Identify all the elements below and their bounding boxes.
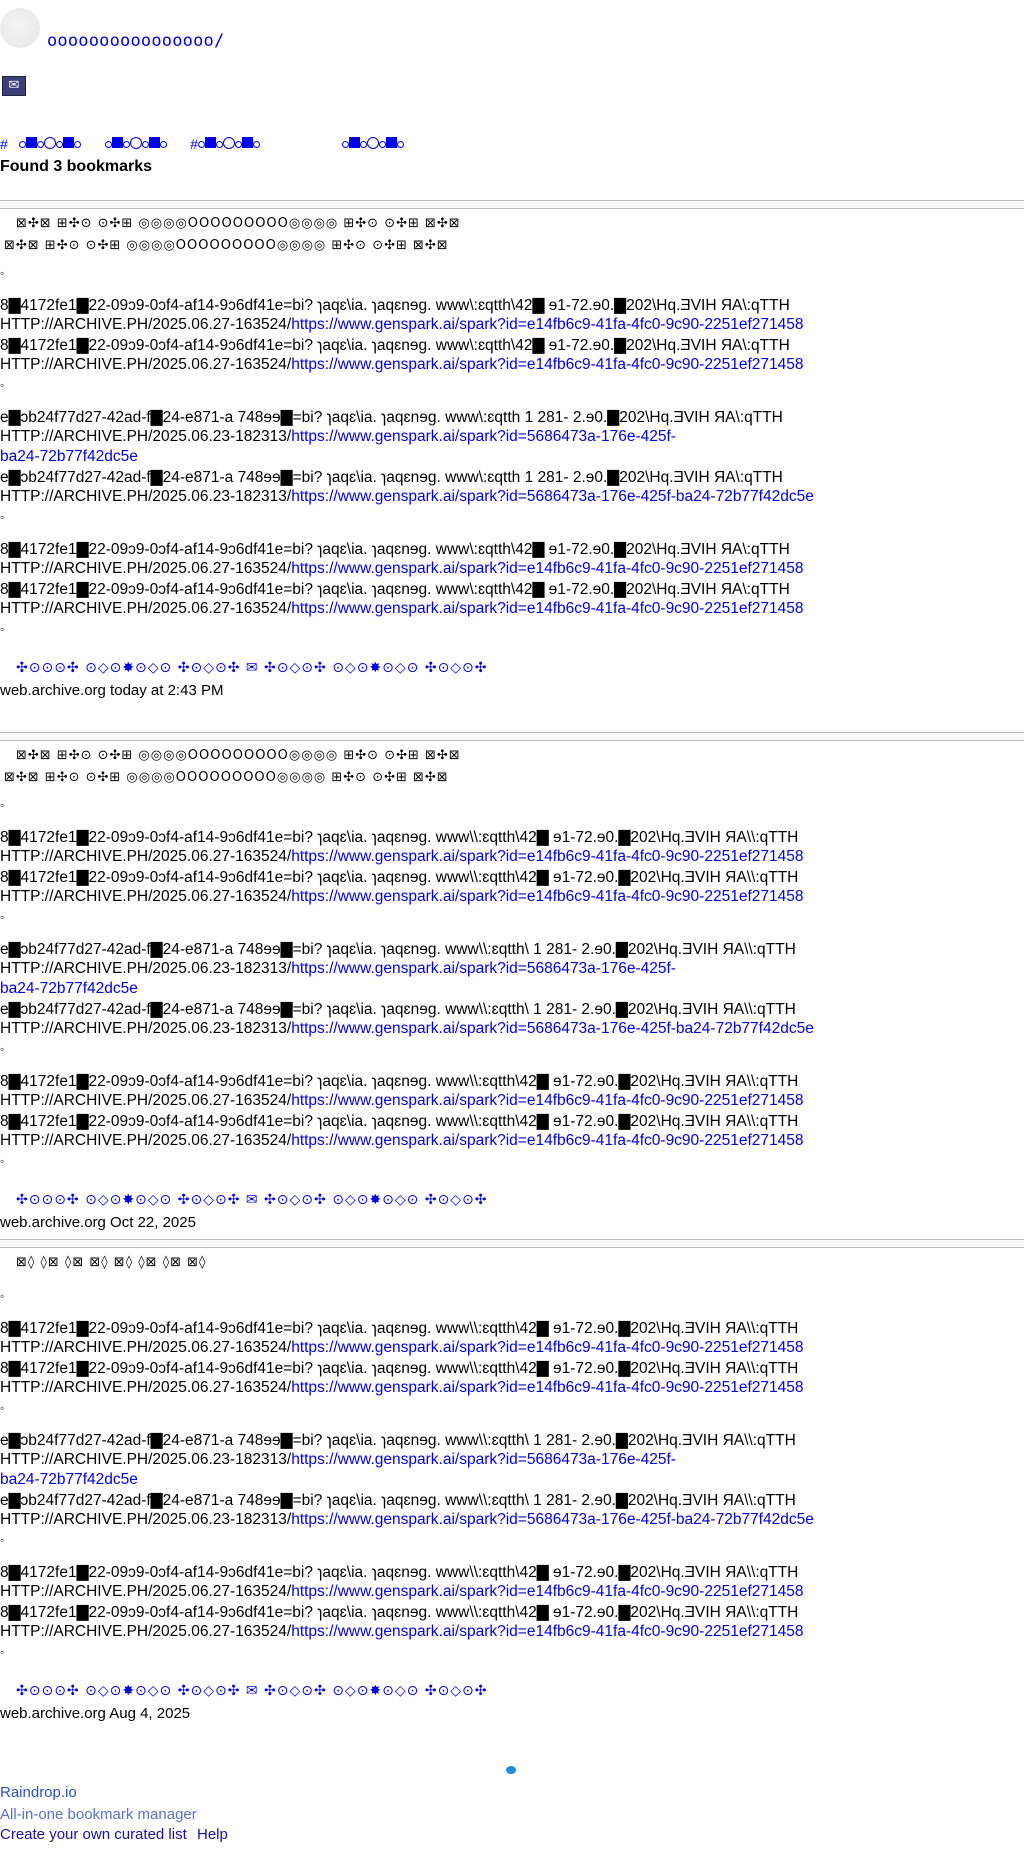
bookmark-separator [0,732,1024,741]
archive-url-line [0,1451,676,1469]
mirrored-url-text: 8▇4172fe1▇22-09ɔ9-0ɔf4-af14-9ɔ6df41e=bi? ɿaqɛ\ia. ɿaqɛnɘg. www\\:ɛqtth\42▇ ɘ1-72.ɘ0.▇202\Hq.ƎVIH ЯA\\:qTTH [0,1113,799,1130]
bookmark-url-link-wrap[interactable]: ba24-72b77f42dc5e [0,448,138,465]
loading-indicator-icon [506,1766,516,1774]
bookmark-title-glyphs-2[interactable]: ⊠✣⊠ ⊞✣⊙ ⊙✣⊞ ◎◎◎◎OOOOOOOOO◎◎◎◎ ⊞✣⊙ ⊙✣⊞ ⊠✣⊠ [4,770,449,785]
bookmark-url-link[interactable]: https://www.genspark.ai/spark?id=e14fb6c9-41fa-4fc0-9c90-2251ef271458 [291,1623,804,1640]
footer-brand-link[interactable]: Raindrop.io [0,1784,77,1801]
archive-prefix: HTTP://ARCHIVE.PH/2025.06.23-182313/ [0,1451,292,1468]
archive-prefix: HTTP://ARCHIVE.PH/2025.06.27-163524/ [0,1379,292,1396]
mirrored-url-text: 8▇4172fe1▇22-09ɔ9-0ɔf4-af14-9ɔ6df41e=bi? ɿaqɛ\ia. ɿaqɛnɘg. www\\:ɛqtth\42▇ ɘ1-72.ɘ0.▇202\Hq.ƎVIH ЯA\\:qTTH [0,869,799,886]
list-bullet: ◦ [0,1645,5,1659]
archive-prefix: HTTP://ARCHIVE.PH/2025.06.27-163524/ [0,1583,292,1600]
archive-prefix: HTTP://ARCHIVE.PH/2025.06.23-182313/ [0,960,292,977]
archive-prefix: HTTP://ARCHIVE.PH/2025.06.27-163524/ [0,1092,292,1109]
archive-url-line [0,1583,803,1601]
bookmark-url-link[interactable]: https://www.genspark.ai/spark?id=e14fb6c9-41fa-4fc0-9c90-2251ef271458 [291,560,804,577]
mirrored-url-text: 8▇4172fe1▇22-09ɔ9-0ɔf4-af14-9ɔ6df41e=bi? ɿaqɛ\ia. ɿaqɛnɘg. www\\:ɛqtth\42▇ ɘ1-72.ɘ0.▇202\Hq.ƎVIH ЯA\\:qTTH [0,1320,799,1337]
mirrored-url-text: 8▇4172fe1▇22-09ɔ9-0ɔf4-af14-9ɔ6df41e=bi? ɿaqɛ\ia. ɿaqɛnɘg. www\\:ɛqtth\42▇ ɘ1-72.ɘ0.▇202\Hq.ƎVIH ЯA\\:qTTH [0,1564,799,1581]
bookmark-actions-row[interactable]: ✣⊙⊙⊙✣ ⊙◇⊙✸⊙◇⊙ ✣⊙◇⊙✣ ✉ ✣⊙◇⊙✣ ⊙◇⊙✸⊙◇⊙ ✣⊙◇⊙✣ [16,1683,488,1699]
mirrored-url-text: e▇ɔb24f77d27-42ad-f▇24-e871-a 748ɘɘ▇=bi? ɿaqɛ\ia. ɿaqɛnɘg. www\\:ɛqtth\ 1 281- 2.ɘ0.▇202\Hq.ƎVIH ЯA\\:qTTH [0,941,796,958]
archive-url-line [0,560,803,578]
bookmark-url-link[interactable]: https://www.genspark.ai/spark?id=5686473a-176e-425f-ba24-72b77f42dc5e [291,1511,814,1528]
bookmark-actions-row[interactable]: ✣⊙⊙⊙✣ ⊙◇⊙✸⊙◇⊙ ✣⊙◇⊙✣ ✉ ✣⊙◇⊙✣ ⊙◇⊙✸⊙◇⊙ ✣⊙◇⊙✣ [16,660,488,676]
mirrored-url-text: 8▇4172fe1▇22-09ɔ9-0ɔf4-af14-9ɔ6df41e=bi? ɿaqɛ\ia. ɿaqɛnɘg. www\\:ɛqtth\42▇ ɘ1-72.ɘ0.▇202\Hq.ƎVIH ЯA\\:qTTH [0,1360,799,1377]
archive-url-line [0,488,814,506]
archive-url-line [0,1092,803,1110]
list-bullet: ◦ [0,1289,5,1303]
bookmark-url-link[interactable]: https://www.genspark.ai/spark?id=e14fb6c9-41fa-4fc0-9c90-2251ef271458 [291,848,804,865]
archive-prefix: HTTP://ARCHIVE.PH/2025.06.27-163524/ [0,888,292,905]
archive-url-line [0,848,803,866]
bookmark-meta: web.archive.org today at 2:43 PM [0,682,224,699]
bookmark-title-glyphs[interactable]: ⊠✣⊠ ⊞✣⊙ ⊙✣⊞ ◎◎◎◎OOOOOOOOO◎◎◎◎ ⊞✣⊙ ⊙✣⊞ ⊠✣⊠ [16,216,461,231]
archive-url-line [0,960,676,978]
bookmark-url-link[interactable]: https://www.genspark.ai/spark?id=e14fb6c9-41fa-4fc0-9c90-2251ef271458 [291,888,804,905]
mirrored-url-text: 8▇4172fe1▇22-09ɔ9-0ɔf4-af14-9ɔ6df41e=bi? ɿaqɛ\ia. ɿaqɛnɘg. www\:ɛqtth\42▇ ɘ1-72.ɘ0.▇202\Hq.ƎVIH ЯA\:qTTH [0,541,790,558]
archive-url-line [0,1020,814,1038]
bookmark-url-link-wrap[interactable]: ba24-72b77f42dc5e [0,980,138,997]
archive-url-line [0,316,803,334]
hash-filter-link[interactable]: # [0,136,8,152]
logo-avatar[interactable] [0,8,40,48]
bookmark-url-link[interactable]: https://www.genspark.ai/spark?id=e14fb6c9-41fa-4fc0-9c90-2251ef271458 [291,1583,804,1600]
mirrored-url-text: e▇ɔb24f77d27-42ad-f▇24-e871-a 748ɘɘ▇=bi? ɿaqɛ\ia. ɿaqɛnɘg. www\\:ɛqtth\ 1 281- 2.ɘ0.▇202\Hq.ƎVIH ЯA\\:qTTH [0,1001,796,1018]
mirrored-url-text: 8▇4172fe1▇22-09ɔ9-0ɔf4-af14-9ɔ6df41e=bi? ɿaqɛ\ia. ɿaqɛnɘg. www\\:ɛqtth\42▇ ɘ1-72.ɘ0.▇202\Hq.ƎVIH ЯA\\:qTTH [0,1604,799,1621]
list-bullet: ◦ [0,1401,5,1415]
bookmark-url-link[interactable]: https://www.genspark.ai/spark?id=5686473a-176e-425f-ba24-72b77f42dc5e [291,488,814,505]
list-bullet: ◦ [0,378,5,392]
filter-row [0,136,404,152]
archive-url-line [0,1623,803,1641]
archive-prefix: HTTP://ARCHIVE.PH/2025.06.27-163524/ [0,316,292,333]
bookmark-url-link[interactable]: https://www.genspark.ai/spark?id=e14fb6c9-41fa-4fc0-9c90-2251ef271458 [291,316,804,333]
archive-prefix: HTTP://ARCHIVE.PH/2025.06.23-182313/ [0,488,292,505]
list-bullet: ◦ [0,1042,5,1056]
archive-url-line [0,1132,803,1150]
bookmark-meta: web.archive.org Aug 4, 2025 [0,1705,191,1722]
mirrored-url-text: e▇ɔb24f77d27-42ad-f▇24-e871-a 748ɘɘ▇=bi? ɿaqɛ\ia. ɿaqɛnɘg. www\\:ɛqtth\ 1 281- 2.ɘ0.▇202\Hq.ƎVIH ЯA\\:qTTH [0,1492,796,1509]
bookmark-meta: web.archive.org Oct 22, 2025 [0,1214,196,1231]
envelope-icon[interactable]: ✉ [2,76,26,96]
bookmark-url-link[interactable]: https://www.genspark.ai/spark?id=e14fb6c9-41fa-4fc0-9c90-2251ef271458 [291,1132,804,1149]
archive-prefix: HTTP://ARCHIVE.PH/2025.06.27-163524/ [0,1623,292,1640]
bookmark-title-glyphs[interactable]: ⊠◊ ◊⊠ ◊⊠ ⊠◊ ⊠◊ ◊⊠ ◊⊠ ⊠◊ [16,1255,207,1270]
archive-prefix: HTTP://ARCHIVE.PH/2025.06.27-163524/ [0,560,292,577]
mirrored-url-text: 8▇4172fe1▇22-09ɔ9-0ɔf4-af14-9ɔ6df41e=bi? ɿaqɛ\ia. ɿaqɛnɘg. www\:ɛqtth\42▇ ɘ1-72.ɘ0.▇202\Hq.ƎVIH ЯA\:qTTH [0,337,790,354]
bookmark-url-link[interactable]: https://www.genspark.ai/spark?id=5686473a-176e-425f- [291,960,676,977]
archive-prefix: HTTP://ARCHIVE.PH/2025.06.27-163524/ [0,848,292,865]
mirrored-url-text: e▇ɔb24f77d27-42ad-f▇24-e871-a 748ɘɘ▇=bi? ɿaqɛ\ia. ɿaqɛnɘg. www\:ɛqtth 1 281- 2.ɘ0.▇202\Hq.ƎVIH ЯA\:qTTH [0,409,783,426]
bookmark-url-link[interactable]: https://www.genspark.ai/spark?id=e14fb6c9-41fa-4fc0-9c90-2251ef271458 [291,1339,804,1356]
bookmark-url-link[interactable]: https://www.genspark.ai/spark?id=5686473a-176e-425f- [291,428,676,445]
help-link[interactable]: Help [197,1826,228,1843]
mirrored-url-text: 8▇4172fe1▇22-09ɔ9-0ɔf4-af14-9ɔ6df41e=bi? ɿaqɛ\ia. ɿaqɛnɘg. www\\:ɛqtth\42▇ ɘ1-72.ɘ0.▇202\Hq.ƎVIH ЯA\\:qTTH [0,829,799,846]
bookmark-title-glyphs-2[interactable]: ⊠✣⊠ ⊞✣⊙ ⊙✣⊞ ◎◎◎◎OOOOOOOOO◎◎◎◎ ⊞✣⊙ ⊙✣⊞ ⊠✣⊠ [4,238,449,253]
archive-url-line [0,1379,803,1397]
list-bullet: ◦ [0,1533,5,1547]
bookmark-url-link[interactable]: https://www.genspark.ai/spark?id=5686473a-176e-425f-ba24-72b77f42dc5e [291,1020,814,1037]
mirrored-url-text: e▇ɔb24f77d27-42ad-f▇24-e871-a 748ɘɘ▇=bi? ɿaqɛ\ia. ɿaqɛnɘg. www\:ɛqtth 1 281- 2.ɘ0.▇202\Hq.ƎVIH ЯA\:qTTH [0,469,783,486]
mirrored-url-text: 8▇4172fe1▇22-09ɔ9-0ɔf4-af14-9ɔ6df41e=bi? ɿaqɛ\ia. ɿaqɛnɘg. www\:ɛqtth\42▇ ɘ1-72.ɘ0.▇202\Hq.ƎVIH ЯA\:qTTH [0,581,790,598]
archive-prefix: HTTP://ARCHIVE.PH/2025.06.23-182313/ [0,428,292,445]
archive-prefix: HTTP://ARCHIVE.PH/2025.06.23-182313/ [0,1020,292,1037]
create-list-link[interactable]: Create your own curated list [0,1826,187,1843]
bookmark-separator [0,200,1024,209]
archive-prefix: HTTP://ARCHIVE.PH/2025.06.23-182313/ [0,1511,292,1528]
bookmark-url-link[interactable]: https://www.genspark.ai/spark?id=e14fb6c9-41fa-4fc0-9c90-2251ef271458 [291,1092,804,1109]
list-bullet: ◦ [0,510,5,524]
results-count: Found 3 bookmarks [0,158,153,175]
bookmark-title-glyphs[interactable]: ⊠✣⊠ ⊞✣⊙ ⊙✣⊞ ◎◎◎◎OOOOOOOOO◎◎◎◎ ⊞✣⊙ ⊙✣⊞ ⊠✣⊠ [16,748,461,763]
bookmark-url-link[interactable]: https://www.genspark.ai/spark?id=e14fb6c9-41fa-4fc0-9c90-2251ef271458 [291,356,804,373]
list-bullet: ◦ [0,266,5,280]
bookmark-url-link[interactable]: https://www.genspark.ai/spark?id=5686473a-176e-425f- [291,1451,676,1468]
archive-prefix: HTTP://ARCHIVE.PH/2025.06.27-163524/ [0,356,292,373]
archive-prefix: HTTP://ARCHIVE.PH/2025.06.27-163524/ [0,600,292,617]
list-bullet: ◦ [0,798,5,812]
bookmark-separator [0,1239,1024,1248]
bookmark-url-link[interactable]: https://www.genspark.ai/spark?id=e14fb6c9-41fa-4fc0-9c90-2251ef271458 [291,600,804,617]
bookmark-url-link-wrap[interactable]: ba24-72b77f42dc5e [0,1471,138,1488]
archive-prefix: HTTP://ARCHIVE.PH/2025.06.27-163524/ [0,1132,292,1149]
archive-prefix: HTTP://ARCHIVE.PH/2025.06.27-163524/ [0,1339,292,1356]
list-bullet: ◦ [0,1154,5,1168]
archive-url-line [0,600,803,618]
bookmark-actions-row[interactable]: ✣⊙⊙⊙✣ ⊙◇⊙✸⊙◇⊙ ✣⊙◇⊙✣ ✉ ✣⊙◇⊙✣ ⊙◇⊙✸⊙◇⊙ ✣⊙◇⊙✣ [16,1192,488,1208]
mirrored-url-text: 8▇4172fe1▇22-09ɔ9-0ɔf4-af14-9ɔ6df41e=bi? ɿaqɛ\ia. ɿaqɛnɘg. www\\:ɛqtth\42▇ ɘ1-72.ɘ0.▇202\Hq.ƎVIH ЯA\\:qTTH [0,1073,799,1090]
archive-url-line [0,888,803,906]
archive-url-line [0,1339,803,1357]
mirrored-url-text: 8▇4172fe1▇22-09ɔ9-0ɔf4-af14-9ɔ6df41e=bi? ɿaqɛ\ia. ɿaqɛnɘg. www\:ɛqtth\42▇ ɘ1-72.ɘ0.▇202\Hq.ƎVIH ЯA\:qTTH [0,297,790,314]
bookmark-url-link[interactable]: https://www.genspark.ai/spark?id=e14fb6c9-41fa-4fc0-9c90-2251ef271458 [291,1379,804,1396]
footer-tagline-link[interactable]: All-in-one bookmark manager [0,1806,197,1823]
hash-filter-link-2[interactable]: # [190,136,198,152]
collection-title-link[interactable]: oooooooooooooooo/ [47,31,225,51]
list-bullet: ◦ [0,622,5,636]
archive-url-line [0,428,676,446]
mirrored-url-text: e▇ɔb24f77d27-42ad-f▇24-e871-a 748ɘɘ▇=bi? ɿaqɛ\ia. ɿaqɛnɘg. www\\:ɛqtth\ 1 281- 2.ɘ0.▇202\Hq.ƎVIH ЯA\\:qTTH [0,1432,796,1449]
archive-url-line [0,1511,814,1529]
archive-url-line [0,356,803,374]
list-bullet: ◦ [0,910,5,924]
